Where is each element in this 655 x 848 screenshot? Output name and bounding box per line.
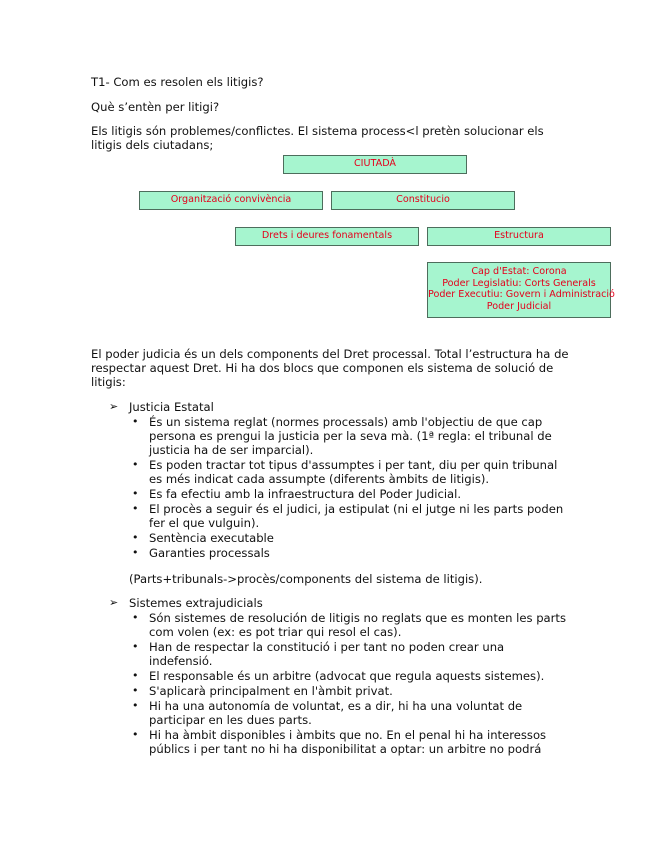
question-line: Què s’entèn per litigi?	[91, 100, 220, 114]
list-item: • Hi ha àmbit disponibles i àmbits que no. En el penal hi ha interessos públics i per tant no hi ha disponibilitat a optar: un arbitre no podrá	[131, 728, 571, 756]
list-item: • S'aplicarà principalment en l'àmbit privat.	[131, 684, 571, 698]
structure-line-executiu: Poder Executiu: Govern i Administració	[428, 289, 615, 300]
structure-line-judicial: Poder Judicial	[486, 300, 552, 312]
list-item: • Es poden tractar tot tipus d'assumptes i per tant, diu per quin tribunal es més indicat cada assumpte (diferents àmbits de litigis).	[131, 458, 571, 486]
intro-paragraph: Els litigis són problemes/conflictes. El sistema process<l pretèn solucionar els litigis dels ciutadans;	[91, 124, 544, 152]
list-item: • Es fa efectiu amb la infraestructura del Poder Judicial.	[131, 487, 571, 501]
section2-list	[131, 611, 571, 757]
diagram-box-drets: Drets i deures fonamentals	[235, 227, 419, 246]
list-item: • Hi ha una autonomía de voluntat, es a dir, hi ha una voluntat de participar en les dues parts.	[131, 699, 571, 727]
list-item: • És un sistema reglat (normes processals) amb l'objectiu de que cap persona es prengui la justicia per la seva mà. (1ª regla: el tribunal de justicia ha de ser imparcial).	[131, 415, 571, 457]
structure-line-legislatiu: Poder Legislatiu: Corts Generals	[442, 277, 596, 289]
section1-list	[131, 415, 571, 561]
diagram-box-structure-detail	[427, 262, 615, 318]
diagram-box-root: CIUTADÀ	[283, 155, 467, 174]
diagram-box-constitucio: Constitucio	[331, 191, 515, 210]
arrow-bullet-icon: ➢	[109, 400, 119, 413]
section1-note: (Parts+tribunals->procès/components del sistema de litigis).	[129, 572, 483, 586]
document-title: T1- Com es resolen els litigis?	[91, 75, 264, 89]
list-item: • El procès a seguir és el judici, ja estipulat (ni el jutge ni les parts poden fer el que vulguin).	[131, 502, 571, 530]
diagram-box-estructura: Estructura	[427, 227, 611, 246]
list-item: • El responsable és un arbitre (advocat que regula aquests sistemes).	[131, 669, 571, 683]
list-item: • Sentència executable	[131, 531, 571, 545]
diagram-box-organitzacio: Organització convivència	[139, 191, 323, 210]
list-item: • Garanties processals	[131, 546, 571, 560]
section-title-sistemes-extrajudicials: Sistemes extrajudicials	[129, 596, 263, 610]
section-title-justicia-estatal: Justicia Estatal	[129, 400, 214, 414]
list-item: • Han de respectar la constitució i per tant no poden crear una indefensió.	[131, 640, 571, 668]
body-paragraph: El poder judicia és un dels components del Dret processal. Total l’estructura ha de respectar aquest Dret. Hi ha dos blocs que componen els sistema de solució de litigis:	[91, 347, 569, 389]
list-item: • Són sistemes de resolución de litigis no reglats que es monten les parts com volen (ex: es pot triar qui resol el cas).	[131, 611, 571, 639]
arrow-bullet-icon: ➢	[109, 596, 119, 609]
structure-line-corona: Cap d'Estat: Corona	[471, 266, 567, 277]
